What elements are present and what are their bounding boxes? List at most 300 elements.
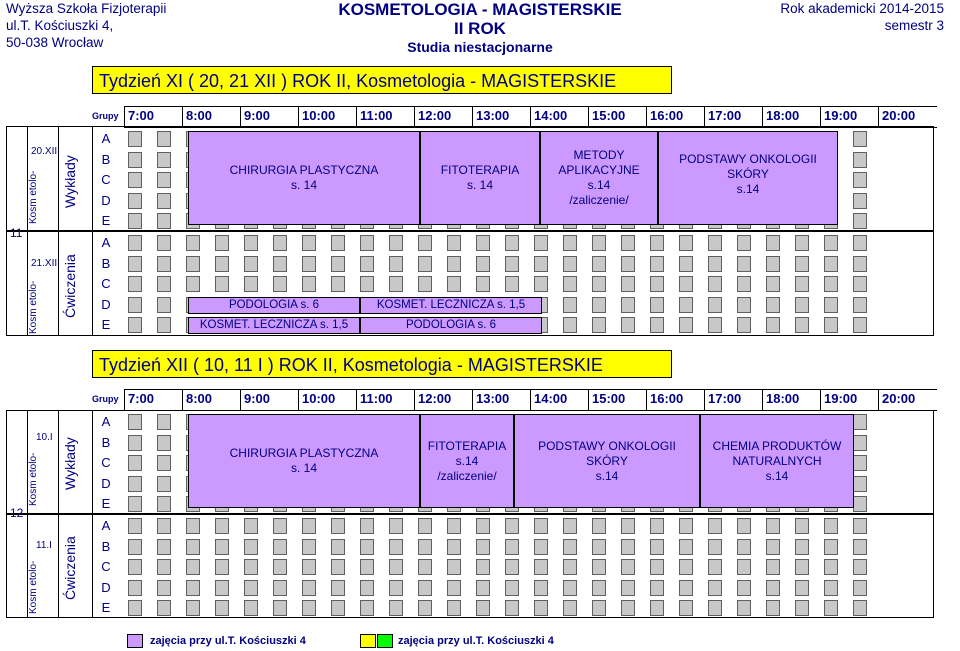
time-slot (621, 580, 635, 596)
title-year: II ROK (454, 19, 506, 38)
title-program: KOSMETOLOGIA - MAGISTERSKIE (338, 0, 622, 19)
day-date: 20.XII (31, 146, 58, 157)
time-slot (534, 256, 548, 272)
hour-label: 16:00 (650, 108, 684, 123)
lecture-room: s.14 (595, 468, 619, 483)
time-slot (157, 476, 171, 492)
time-slot (679, 539, 693, 555)
time-slot (737, 580, 751, 596)
time-slot (766, 235, 780, 251)
group-label: C (101, 172, 111, 187)
time-slot (621, 559, 635, 575)
time-slot (534, 539, 548, 555)
time-slot (128, 193, 142, 209)
time-slot (795, 256, 809, 272)
time-slot (331, 559, 345, 575)
hour-label: 11:00 (360, 108, 393, 123)
time-slot (708, 539, 722, 555)
group-label: D (101, 475, 111, 491)
time-slot (708, 235, 722, 251)
time-slot (418, 539, 432, 555)
time-slot (360, 235, 374, 251)
lecture-note: /zaliczenie/ (437, 468, 497, 483)
time-slot (679, 580, 693, 596)
school-street: ul.T. Kościuszki 4, (6, 18, 114, 33)
time-slot (447, 256, 461, 272)
time-slot (708, 518, 722, 534)
time-slot (389, 276, 403, 292)
legend-swatch-purple (127, 634, 143, 648)
time-slot (215, 600, 229, 616)
group-label: A (101, 235, 111, 250)
group-label: D (101, 296, 111, 312)
time-slot (447, 600, 461, 616)
hour-label: 13:00 (476, 108, 510, 123)
lecture-block (188, 414, 420, 508)
hour-label: 19:00 (824, 391, 858, 406)
lecture-block (540, 131, 658, 225)
lecture-name: FITOTERAPIA (427, 438, 507, 453)
time-slot (679, 559, 693, 575)
hour-label: 7:00 (128, 391, 155, 406)
group-label: D (101, 192, 111, 208)
lecture-room: s.14 (736, 182, 760, 196)
time-slot (853, 476, 867, 492)
time-slot (621, 276, 635, 292)
time-slot (157, 414, 171, 430)
time-slot (186, 235, 200, 251)
time-slot (418, 235, 432, 251)
time-slot (824, 559, 838, 575)
day-type-label: Wykłady (62, 155, 78, 208)
hour-label: 10:00 (302, 391, 336, 406)
time-slot (331, 539, 345, 555)
week-number: 11 (10, 226, 23, 240)
time-slot (650, 297, 664, 313)
time-slot (447, 539, 461, 555)
time-slot (360, 518, 374, 534)
time-slot (389, 580, 403, 596)
time-slot (563, 297, 577, 313)
side-label: Kosm etolo- (28, 560, 39, 614)
legend-label: zajęcia przy ul.T. Kościuszki 4 (398, 635, 554, 647)
time-slot (853, 213, 867, 229)
time-slot (737, 600, 751, 616)
time-slot (476, 518, 490, 534)
group-label: A (101, 414, 111, 429)
time-slot (244, 539, 258, 555)
time-slot (766, 297, 780, 313)
time-slot (302, 256, 316, 272)
time-slot (302, 276, 316, 292)
title-mode: Studia niestacjonarne (407, 39, 553, 55)
lecture-block (700, 414, 854, 508)
group-label: C (101, 559, 111, 574)
time-slot (534, 235, 548, 251)
time-slot (128, 172, 142, 188)
time-slot (360, 600, 374, 616)
time-slot (331, 580, 345, 596)
lecture-name: CHIRURGIA PLASTYCZNA (229, 163, 379, 177)
school-name: Wyższa Szkoła Fizjoterapii (6, 1, 167, 16)
time-slot (215, 256, 229, 272)
time-slot (273, 600, 287, 616)
time-slot (331, 518, 345, 534)
group-label: E (101, 317, 111, 332)
time-slot (186, 539, 200, 555)
exercise-block: PODOLOGIA s. 6 (188, 297, 360, 314)
semester-text: semestr 3 (884, 18, 944, 33)
time-slot (157, 435, 171, 451)
day-type-label: Wykłady (62, 437, 78, 490)
time-slot (766, 276, 780, 292)
exercise-block: PODOLOGIA s. 6 (360, 317, 542, 334)
time-slot (476, 276, 490, 292)
day-divider (6, 230, 934, 232)
time-slot (331, 600, 345, 616)
time-slot (650, 518, 664, 534)
time-slot (186, 518, 200, 534)
time-slot (592, 600, 606, 616)
time-slot (853, 496, 867, 512)
time-slot (592, 518, 606, 534)
lecture-block (514, 414, 700, 508)
time-slot (621, 539, 635, 555)
time-slot (795, 559, 809, 575)
time-slot (766, 518, 780, 534)
hour-label: 8:00 (186, 391, 213, 406)
time-slot (186, 600, 200, 616)
time-slot (592, 256, 606, 272)
time-slot (186, 276, 200, 292)
day-type-label: Ćwiczenia (62, 254, 78, 318)
time-slot (534, 559, 548, 575)
side-label: Kosm etolo- (28, 452, 39, 506)
time-slot (447, 276, 461, 292)
time-slot (621, 518, 635, 534)
time-slot (795, 297, 809, 313)
time-slot (824, 235, 838, 251)
lecture-name: PODSTAWY ONKOLOGII SKÓRY (679, 152, 817, 181)
time-slot (737, 235, 751, 251)
time-slot (534, 580, 548, 596)
time-slot (853, 435, 867, 451)
document-title (300, 0, 660, 57)
time-slot (853, 414, 867, 430)
time-slot (128, 152, 142, 168)
time-slot (679, 276, 693, 292)
lecture-room: s. 14 (466, 178, 493, 192)
time-slot (302, 539, 316, 555)
time-slot (447, 518, 461, 534)
time-slot (766, 559, 780, 575)
time-slot (418, 580, 432, 596)
hour-label: 18:00 (766, 108, 800, 123)
hour-label: 15:00 (592, 108, 626, 123)
time-slot (157, 256, 171, 272)
hour-label: 18:00 (766, 391, 800, 406)
week-banner: Tydzień XII ( 10, 11 I ) ROK II, Kosmetologia - MAGISTERSKIE (92, 350, 672, 378)
lecture-block (658, 131, 838, 225)
hour-label: 11:00 (360, 391, 393, 406)
time-slot (563, 600, 577, 616)
lecture-room: s.14 (455, 453, 479, 468)
time-slot (418, 559, 432, 575)
time-slot (621, 297, 635, 313)
time-slot (766, 600, 780, 616)
hour-label: 14:00 (534, 391, 568, 406)
week-banner: Tydzień XI ( 20, 21 XII ) ROK II, Kosmetologia - MAGISTERSKIE (92, 66, 672, 94)
time-slot (563, 518, 577, 534)
time-slot (534, 276, 548, 292)
time-slot (795, 539, 809, 555)
hour-label: 9:00 (244, 391, 271, 406)
column-divider (58, 126, 59, 336)
time-slot (418, 256, 432, 272)
time-slot (186, 580, 200, 596)
time-slot (737, 297, 751, 313)
time-slot (824, 317, 838, 333)
time-slot (215, 580, 229, 596)
time-slot (244, 559, 258, 575)
time-slot (853, 235, 867, 251)
exercise-block: KOSMET. LECZNICZA s. 1,5 (360, 297, 542, 314)
hour-label: 7:00 (128, 108, 155, 123)
time-slot (128, 435, 142, 451)
time-slot (621, 600, 635, 616)
time-slot (244, 276, 258, 292)
lecture-room: s.14 (765, 468, 789, 483)
time-slot (331, 235, 345, 251)
time-slot (244, 256, 258, 272)
time-slot (157, 172, 171, 188)
time-slot (128, 213, 142, 229)
time-slot (824, 600, 838, 616)
time-slot (389, 539, 403, 555)
time-slot (853, 131, 867, 147)
time-slot (795, 235, 809, 251)
time-slot (679, 235, 693, 251)
time-slot (708, 297, 722, 313)
time-slot (592, 235, 606, 251)
group-label: B (101, 255, 111, 271)
hour-label: 12:00 (418, 391, 452, 406)
time-slot (244, 580, 258, 596)
time-slot (650, 580, 664, 596)
time-slot (447, 580, 461, 596)
time-slot (795, 276, 809, 292)
time-slot (128, 455, 142, 471)
time-slot (534, 600, 548, 616)
time-slot (650, 559, 664, 575)
time-slot (418, 518, 432, 534)
time-slot (650, 256, 664, 272)
time-slot (128, 476, 142, 492)
time-slot (708, 256, 722, 272)
time-slot (128, 559, 142, 575)
time-slot (273, 276, 287, 292)
hour-label: 20:00 (882, 391, 916, 406)
hour-label: 12:00 (418, 108, 452, 123)
time-slot (302, 580, 316, 596)
time-slot (737, 317, 751, 333)
time-slot (128, 580, 142, 596)
group-label: C (101, 276, 111, 291)
group-label: A (101, 518, 111, 533)
time-slot (360, 559, 374, 575)
column-divider (92, 410, 93, 618)
time-slot (157, 152, 171, 168)
time-slot (708, 317, 722, 333)
time-slot (592, 539, 606, 555)
time-slot (650, 539, 664, 555)
time-slot (157, 559, 171, 575)
time-slot (476, 600, 490, 616)
hour-label: 17:00 (708, 391, 742, 406)
time-slot (650, 235, 664, 251)
lecture-name: PODSTAWY ONKOLOGII SKÓRY (538, 438, 676, 468)
time-slot (389, 256, 403, 272)
time-slot (737, 559, 751, 575)
time-slot (824, 276, 838, 292)
time-slot (563, 559, 577, 575)
time-slot (128, 496, 142, 512)
time-slot (128, 235, 142, 251)
time-slot (157, 193, 171, 209)
group-label: C (101, 455, 111, 470)
day-type-label: Ćwiczenia (62, 536, 78, 600)
time-slot (476, 235, 490, 251)
time-slot (157, 496, 171, 512)
hour-label: 15:00 (592, 391, 626, 406)
time-slot (679, 518, 693, 534)
hour-label: 13:00 (476, 391, 510, 406)
time-slot (331, 276, 345, 292)
time-slot (650, 276, 664, 292)
school-address (6, 0, 166, 51)
school-city: 50-038 Wrocław (6, 35, 104, 50)
time-slot (621, 235, 635, 251)
time-slot (273, 559, 287, 575)
time-slot (563, 256, 577, 272)
time-slot (737, 276, 751, 292)
hour-label: 14:00 (534, 108, 568, 123)
time-slot (360, 276, 374, 292)
lecture-room: s. 14 (290, 178, 317, 192)
time-slot (853, 455, 867, 471)
time-slot (708, 276, 722, 292)
academic-year (780, 0, 944, 34)
time-slot (273, 580, 287, 596)
side-label: Kosm etolo- (28, 170, 39, 224)
time-slot (621, 317, 635, 333)
time-slot (157, 276, 171, 292)
time-slot (853, 297, 867, 313)
time-slot (505, 256, 519, 272)
time-slot (186, 559, 200, 575)
time-slot (128, 600, 142, 616)
hour-label: 9:00 (244, 108, 271, 123)
time-slot (389, 600, 403, 616)
time-slot (302, 235, 316, 251)
time-slot (476, 539, 490, 555)
time-slot (505, 276, 519, 292)
academic-year-text: Rok akademicki 2014-2015 (780, 1, 944, 16)
time-slot (592, 297, 606, 313)
time-slot (273, 256, 287, 272)
time-slot (853, 193, 867, 209)
day-divider (6, 513, 934, 515)
lecture-name: CHIRURGIA PLASTYCZNA (229, 446, 379, 460)
time-slot (708, 580, 722, 596)
legend-swatch-yellow (360, 634, 376, 648)
time-slot (215, 276, 229, 292)
time-slot (592, 276, 606, 292)
hour-label: 10:00 (302, 108, 336, 123)
time-slot (853, 172, 867, 188)
column-divider (58, 410, 59, 618)
day-date: 21.XII (31, 258, 58, 269)
time-slot (186, 256, 200, 272)
time-slot (853, 317, 867, 333)
time-slot (679, 256, 693, 272)
time-slot (157, 235, 171, 251)
time-slot (592, 580, 606, 596)
time-slot (505, 518, 519, 534)
time-slot (215, 518, 229, 534)
time-slot (157, 580, 171, 596)
hours-header (124, 106, 936, 126)
time-slot (766, 539, 780, 555)
time-slot (795, 580, 809, 596)
legend-swatch-green (377, 634, 393, 648)
time-slot (563, 580, 577, 596)
time-slot (621, 256, 635, 272)
time-slot (215, 559, 229, 575)
time-slot (824, 539, 838, 555)
time-slot (157, 518, 171, 534)
time-slot (708, 559, 722, 575)
time-slot (244, 518, 258, 534)
time-slot (795, 518, 809, 534)
lecture-room: s. 14 (290, 461, 317, 475)
time-slot (128, 256, 142, 272)
time-slot (157, 213, 171, 229)
time-slot (476, 256, 490, 272)
time-slot (650, 317, 664, 333)
time-slot (853, 559, 867, 575)
time-slot (302, 518, 316, 534)
day-date: 10.I (36, 432, 53, 443)
time-slot (157, 297, 171, 313)
day-date: 11.I (36, 540, 52, 551)
lecture-name: CHEMIA PRODUKTÓW NATURALNYCH (712, 438, 842, 468)
time-slot (824, 256, 838, 272)
time-slot (853, 539, 867, 555)
time-slot (244, 235, 258, 251)
lecture-block (420, 131, 540, 225)
week-number: 12 (10, 506, 24, 520)
time-slot (563, 235, 577, 251)
group-label: D (101, 579, 111, 595)
time-slot (273, 539, 287, 555)
hours-header (124, 389, 936, 409)
group-label: B (101, 538, 111, 554)
lecture-room: s.14 (587, 178, 611, 192)
time-slot (157, 455, 171, 471)
time-slot (534, 518, 548, 534)
time-slot (853, 580, 867, 596)
